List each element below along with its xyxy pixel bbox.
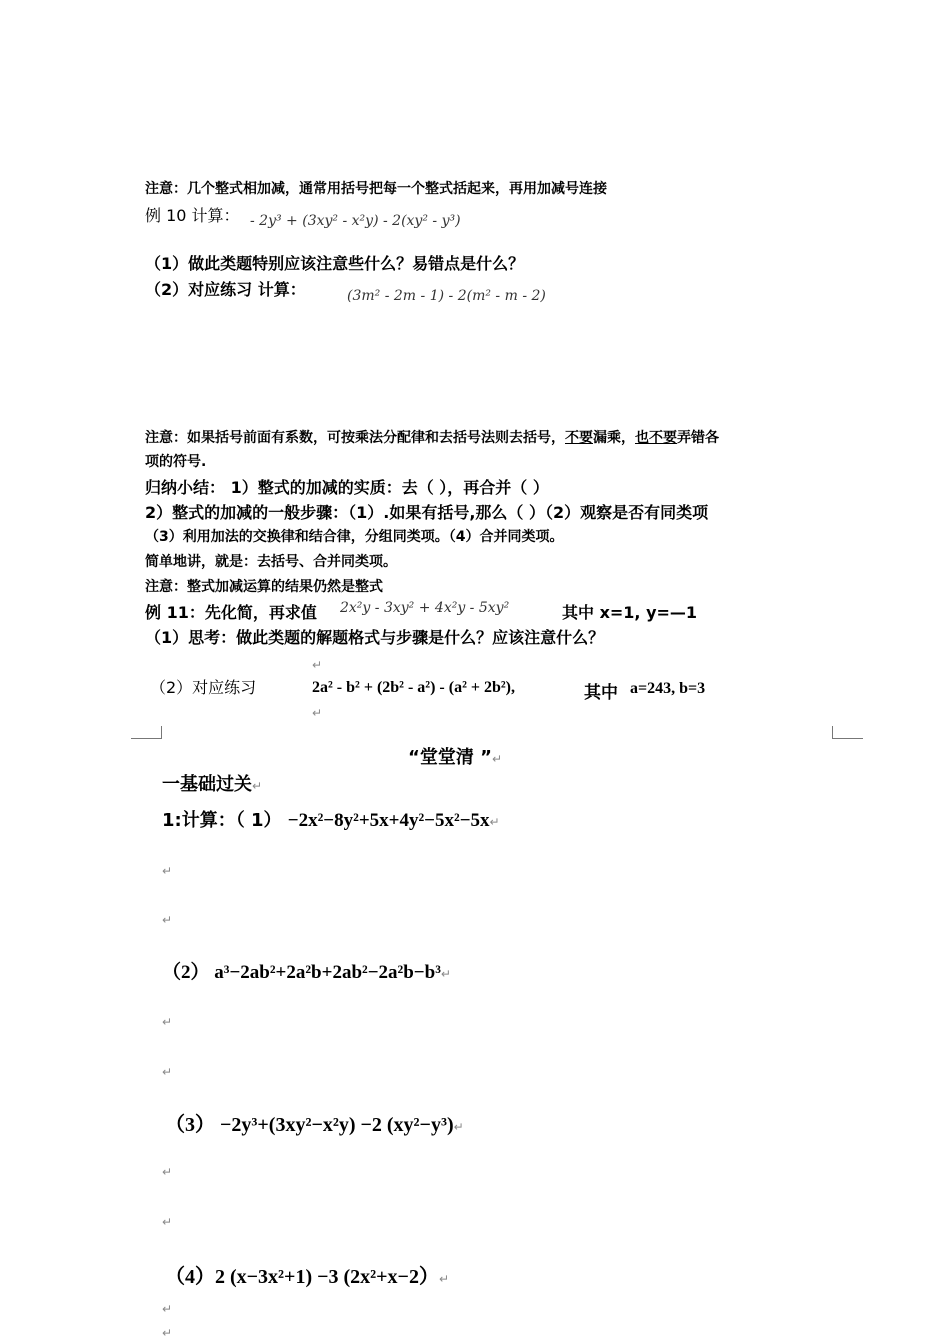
summary-line-3: （3）利用加法的交换律和结合律，分组同类项。（4）合并同类项。 xyxy=(145,529,564,545)
return-mark: ↵ xyxy=(312,658,323,672)
calc-problem-3: （3） −2y³+(3xy²−x²y) −2 (xy²−y³)↵ xyxy=(165,1114,464,1136)
question-3: （1）思考：做此类题的解题格式与步骤是什么？应该注意什么？ xyxy=(145,628,605,647)
example-11-expression: 2x²y - 3xy² + 4x²y - 5xy² xyxy=(340,600,510,616)
calc-problem-2: （2） a³−2ab²+2a²b+2ab²−2a²b−b³↵ xyxy=(162,962,451,983)
summary-line-4: 简单地讲，就是：去括号、合并同类项。 xyxy=(145,554,397,570)
question-2-expression: (3m² - 2m - 1) - 2(m² - m - 2) xyxy=(347,288,546,304)
note-coefficient-part1: 注意：如果括号前面有系数，可按乘法分配律和去括号法则去括号， xyxy=(145,430,565,446)
section-title: “堂堂清 ”↵ xyxy=(408,747,502,768)
question-4-condition: a=243, b=3 xyxy=(630,680,706,697)
section-basic: 一基础过关↵ xyxy=(162,774,263,795)
question-1: （1）做此类题特别应该注意些什么？易错点是什么？ xyxy=(145,254,525,273)
return-mark: ↵ xyxy=(312,706,323,720)
example-10-label: 例 10 计算： xyxy=(145,206,240,225)
summary-line-2: 2）整式的加减的一般步骤：（1）.如果有括号,那么（ ）（2）观察是否有同类项 xyxy=(145,503,709,522)
return-mark: ↵ xyxy=(162,1326,173,1340)
summary-line-5: 注意：整式加减运算的结果仍然是整式 xyxy=(145,579,383,595)
note-brackets: 注意：几个整式相加减，通常用括号把每一个整式括起来，再用加减号连接 xyxy=(145,181,607,197)
return-mark: ↵ xyxy=(162,864,173,878)
example-11-label: 例 11：先化简，再求值 xyxy=(145,603,317,622)
note-underline-1: 不要 xyxy=(565,430,593,446)
page-corner-mark-left xyxy=(131,726,162,739)
return-mark: ↵ xyxy=(162,1215,173,1229)
calc-problem-4: （4）2 (x−3x²+1) −3 (2x²+x−2）↵ xyxy=(165,1266,450,1288)
return-mark: ↵ xyxy=(162,1065,173,1079)
summary-line-1: 归纳小结： 1）整式的加减的实质：去（ ），再合并（ ） xyxy=(145,478,549,497)
return-mark: ↵ xyxy=(162,1302,173,1316)
question-4-expression: 2a² - b² + (2b² - a²) - (a² + 2b²), xyxy=(312,679,516,696)
page-corner-mark-right xyxy=(832,726,863,739)
calc-problem-1: 1:计算：（ 1） −2x²−8y²+5x+4y²−5x²−5x↵ xyxy=(162,810,500,831)
calc-expression-1: −2x²−8y²+5x+4y²−5x²−5x xyxy=(287,810,490,831)
example-10-expression: - 2y³ + (3xy² - x²y) - 2(xy² - y³) xyxy=(250,213,461,229)
question-4-condition-label: 其中 xyxy=(584,683,618,703)
return-mark: ↵ xyxy=(162,1165,173,1179)
return-mark: ↵ xyxy=(162,1015,173,1029)
note-coefficient-part2: 漏乘， xyxy=(593,430,635,446)
example-11-condition: 其中 x=1, y=—1 xyxy=(562,603,698,622)
note-coefficient-line2: 项的符号. xyxy=(145,454,207,470)
note-underline-2: 也不要 xyxy=(635,430,677,446)
note-coefficient xyxy=(145,427,719,447)
question-2-label: （2）对应练习 计算： xyxy=(145,280,306,299)
note-coefficient-part3: 弄错各 xyxy=(677,430,719,446)
question-4-label: （2）对应练习 xyxy=(150,678,257,697)
calc-label: 1:计算：（ 1） xyxy=(162,810,288,831)
return-mark: ↵ xyxy=(162,913,173,927)
